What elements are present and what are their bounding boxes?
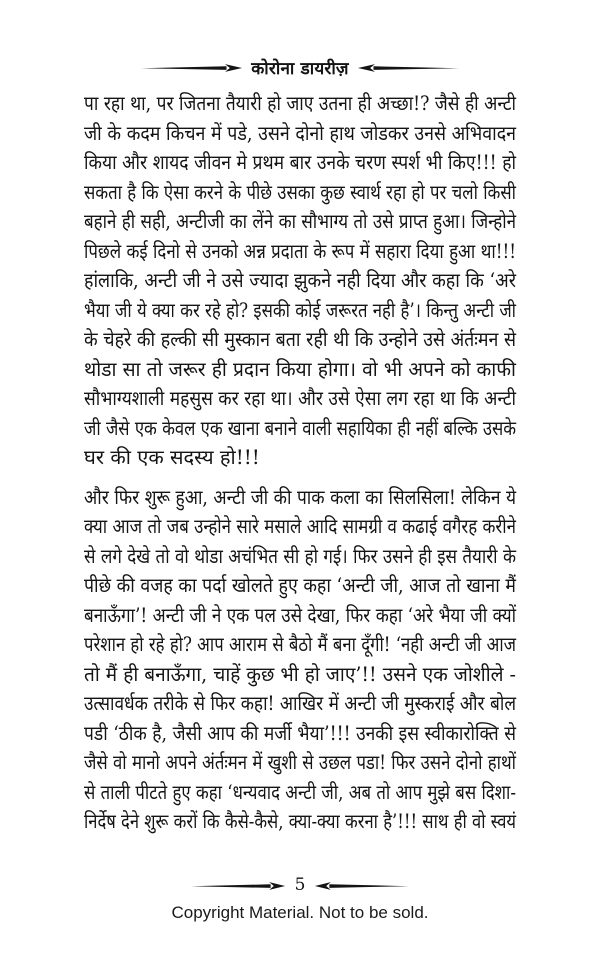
text-line: के चेहरे की हल्की सी मुस्कान बता रही थी कि उन्होने उसे अंर्तःमन से [84,327,516,351]
copyright-notice: Copyright Material. Not to be sold. [171,903,429,922]
ornament-rule-right-icon [357,62,459,74]
text-line: उत्सावर्धक तरीके से फिर कहा! आखिर में अन्टी जी मुस्कराई और बोल [84,691,516,715]
ornament-rule-right-icon [314,880,409,892]
text-line: बहाने ही सही, अन्टीजी का लेंने का सौभाग्य तो उसे प्राप्त हुआ। जिन्होने [84,209,516,233]
text-line: थोडा सा तो जरूर ही प्रदान किया होगा। वो भी अपने को काफी [84,356,516,381]
text-line: जैसे वो मानो अपने अंर्तःमन में खुशी से उछल पडा! फिर उसने दोनो हाथों [84,750,516,774]
text-line: भैया जी ये क्या कर रहे हो? इसकी कोई जरूरत नही है’। किन्तु अन्टी जी [84,297,516,322]
text-line: क्या आज तो जब उन्होने सारे मसाले आदि सामग्री व कढाई वगैरह करीने [84,514,516,538]
text-line: पडी ‘ठीक है, जैसी आप की मर्जी भैया’!!! उनकी इस स्वीकारोक्ति से [84,720,516,745]
text-line: जी जैसे एक केवल एक खाना बनाने वाली सहायिका ही नहीं बल्कि उसके [84,415,516,440]
text-line: पिछले कई दिनो से उनको अन्न प्रदाता के रूप में सहारा दिया हुआ था!!! [84,238,516,263]
text-line: तो मैं ही बनाऊँगा, चाहें कुछ भी हो जाए’!! उसने एक जोशीले - [84,661,516,686]
page-body-text [84,89,516,847]
text-line: हांलाकि, अन्टी जी ने उसे ज्यादा झुकने नही दिया और कहा कि ‘अरे [84,268,516,292]
text-line: सकता है कि ऐसा करने के पीछे उसका कुछ स्वार्थ रहा हो पर चलो किसी [84,179,516,204]
ornament-rule-left-icon [141,62,243,74]
text-line: घर की एक सदस्य हो!!! [84,445,260,469]
ornament-rule-left-icon [191,880,286,892]
text-line: से लगे देखे तो वो थोडा अचंभित सी हो गई। फिर उसने ही इस तैयारी के [84,543,516,568]
text-line: बनाऊँगा’! अन्टी जी ने एक पल उसे देखा, फिर कहा ‘अरे भैया जी क्यों [84,602,516,627]
page-footer [0,877,600,894]
text-line: किया और शायद जीवन मे प्रथम बार उनके चरण स्पर्श भी किए!!! हो [84,150,516,174]
page-header [0,56,600,79]
text-line: परेशान हो रहे हो? आप आराम से बैठो मैं बना दूँगी! ‘नही अन्टी जी आज [84,632,516,656]
text-line: और फिर शुरू हुआ, अन्टी जी की पाक कला का सिलसिला! लेकिन ये [84,484,516,509]
page-number: 5 [294,875,306,895]
paragraph [84,483,516,837]
text-line: से ताली पीटते हुए कहा ‘धन्यवाद अन्टी जी, अब तो आप मुझे बस दिशा- [84,779,516,804]
text-line: सौभाग्यशाली महसुस कर रहा था। और उसे ऐसा लग रहा था कि अन्टी [84,386,516,410]
text-line: पीछे की वजह का पर्दा खोलते हुए कहा ‘अन्टी जी, आज तो खाना मैं [84,573,516,597]
text-line: निर्देष देने शुरू करों कि कैसे-कैसे, क्या-क्या करना है’!!! साथ ही वो स्वयं [84,809,516,833]
running-book-title: कोरोना डायरीज़ [251,59,349,79]
text-line: पा रहा था, पर जितना तैयारी हो जाए उतना ही अच्छा!? जैसे ही अन्टी [84,91,516,115]
paragraph [84,89,516,473]
text-line: जी के कदम किचन में पडे, उसने दोनो हाथ जोडकर उनसे अभिवादन [84,120,516,145]
